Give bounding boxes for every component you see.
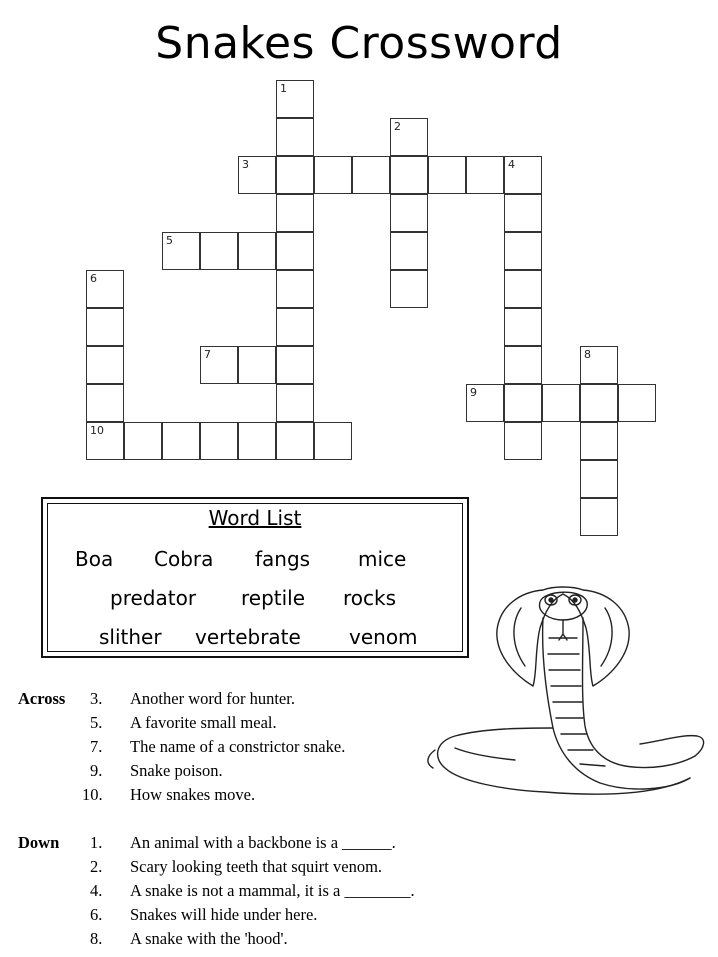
crossword-cell[interactable] xyxy=(276,270,314,308)
crossword-cell[interactable] xyxy=(276,194,314,232)
word-venom: venom xyxy=(349,625,418,649)
crossword-cell[interactable] xyxy=(200,422,238,460)
page-title: Snakes Crossword xyxy=(155,18,563,69)
clue-text: A snake is not a mammal, it is a ________. xyxy=(130,881,415,900)
clue-text: Snake poison. xyxy=(130,761,223,780)
clue-number: 8. xyxy=(90,929,103,948)
crossword-cell[interactable] xyxy=(276,422,314,460)
clue-number: 6. xyxy=(90,905,103,924)
word-list-box xyxy=(41,497,469,658)
crossword-cell[interactable] xyxy=(504,384,542,422)
crossword-cell[interactable] xyxy=(390,118,428,156)
crossword-cell[interactable] xyxy=(504,270,542,308)
crossword-cell[interactable] xyxy=(86,308,124,346)
clue-number: 9. xyxy=(90,761,103,780)
word-reptile: reptile xyxy=(241,586,306,610)
crossword-cell[interactable] xyxy=(314,422,352,460)
word-vertebrate: vertebrate xyxy=(195,625,301,649)
crossword-cell[interactable] xyxy=(86,422,124,460)
crossword-cell[interactable] xyxy=(86,270,124,308)
word-list-heading: Word List xyxy=(208,506,302,530)
clue-number-label: 2 xyxy=(394,120,401,133)
crossword-cell[interactable] xyxy=(390,232,428,270)
crossword-cell[interactable] xyxy=(86,346,124,384)
word-cobra: Cobra xyxy=(154,547,214,571)
word-mice: mice xyxy=(358,547,407,571)
crossword-cell[interactable] xyxy=(238,346,276,384)
clue-number-label: 4 xyxy=(508,158,515,171)
crossword-cell[interactable] xyxy=(238,156,276,194)
crossword-cell[interactable] xyxy=(580,346,618,384)
crossword-cell[interactable] xyxy=(504,194,542,232)
crossword-cell[interactable] xyxy=(390,270,428,308)
cobra-body xyxy=(583,618,696,768)
crossword-cell[interactable] xyxy=(276,118,314,156)
word-slither: slither xyxy=(99,625,162,649)
crossword-cell[interactable] xyxy=(124,422,162,460)
crossword-cell[interactable] xyxy=(352,156,390,194)
crossword-cell[interactable] xyxy=(504,232,542,270)
across-label: Across xyxy=(18,689,66,708)
clue-number-label: 7 xyxy=(204,348,211,361)
crossword-cell[interactable] xyxy=(238,422,276,460)
crossword-cell[interactable] xyxy=(276,384,314,422)
clue-text: The name of a constrictor snake. xyxy=(130,737,346,756)
crossword-cell[interactable] xyxy=(580,498,618,536)
clue-number: 3. xyxy=(90,689,103,708)
crossword-cell[interactable] xyxy=(504,346,542,384)
crossword-cell[interactable] xyxy=(618,384,656,422)
crossword-cell[interactable] xyxy=(504,308,542,346)
crossword-cell[interactable] xyxy=(466,384,504,422)
crossword-cell[interactable] xyxy=(428,156,466,194)
crossword-cell[interactable] xyxy=(504,422,542,460)
clue-number: 1. xyxy=(90,833,103,852)
clue-text: Snakes will hide under here. xyxy=(130,905,318,924)
word-predator: predator xyxy=(110,586,197,610)
crossword-cell[interactable] xyxy=(314,156,352,194)
clue-number-label: 6 xyxy=(90,272,97,285)
crossword-cell[interactable] xyxy=(200,232,238,270)
crossword-cell[interactable] xyxy=(542,384,580,422)
clue-number-label: 5 xyxy=(166,234,173,247)
word-rocks: rocks xyxy=(343,586,397,610)
clue-text: Another word for hunter. xyxy=(130,689,295,708)
clue-text: A favorite small meal. xyxy=(130,713,277,732)
crossword-cell[interactable] xyxy=(580,384,618,422)
word-fangs: fangs xyxy=(255,547,311,571)
crossword-cell[interactable] xyxy=(466,156,504,194)
cobra-illustration xyxy=(425,578,715,808)
clue-number: 7. xyxy=(90,737,103,756)
crossword-cell[interactable] xyxy=(390,156,428,194)
clue-text: An animal with a backbone is a ______. xyxy=(130,833,396,852)
crossword-cell[interactable] xyxy=(200,346,238,384)
down-label: Down xyxy=(18,833,60,852)
crossword-cell[interactable] xyxy=(238,232,276,270)
cobra-tongue xyxy=(559,620,567,640)
crossword-cell[interactable] xyxy=(162,232,200,270)
clue-number: 10. xyxy=(82,785,103,804)
crossword-cell[interactable] xyxy=(390,194,428,232)
crossword-cell[interactable] xyxy=(86,384,124,422)
cobra-hood-inner xyxy=(514,608,525,666)
clue-text: Scary looking teeth that squirt venom. xyxy=(130,857,383,876)
cobra-tail xyxy=(438,728,690,794)
clue-number-label: 10 xyxy=(90,424,104,437)
crossword-cell[interactable] xyxy=(276,232,314,270)
clue-number: 4. xyxy=(90,881,103,900)
crossword-cell[interactable] xyxy=(580,460,618,498)
crossword-cell[interactable] xyxy=(276,80,314,118)
crossword-cell[interactable] xyxy=(276,308,314,346)
crossword-cell[interactable] xyxy=(580,422,618,460)
crossword-cell[interactable] xyxy=(276,156,314,194)
crossword-cell[interactable] xyxy=(162,422,200,460)
cobra-hood xyxy=(497,587,629,686)
clue-text: How snakes move. xyxy=(130,785,256,804)
cobra-hood-inner xyxy=(601,608,612,666)
clue-number: 5. xyxy=(90,713,103,732)
clue-number-label: 3 xyxy=(242,158,249,171)
cobra-tail xyxy=(640,736,704,756)
clue-number: 2. xyxy=(90,857,103,876)
crossword-cell[interactable] xyxy=(504,156,542,194)
clue-number-label: 9 xyxy=(470,386,477,399)
word-boa: Boa xyxy=(75,547,114,571)
crossword-cell[interactable] xyxy=(276,346,314,384)
clue-number-label: 1 xyxy=(280,82,287,95)
clue-number-label: 8 xyxy=(584,348,591,361)
clue-text: A snake with the 'hood'. xyxy=(130,929,288,948)
